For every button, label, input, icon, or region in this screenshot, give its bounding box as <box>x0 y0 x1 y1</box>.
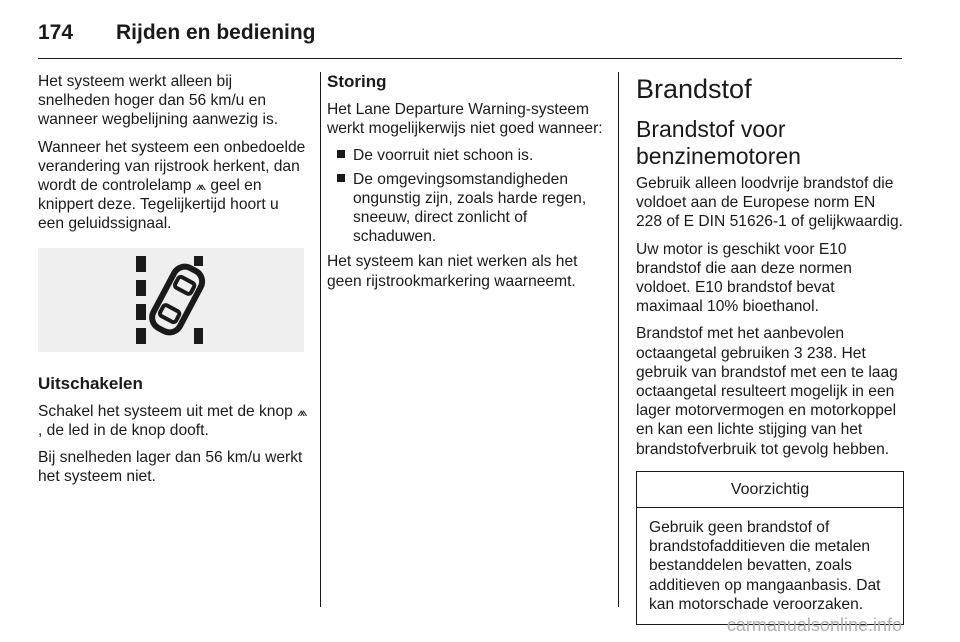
column-2 <box>327 72 607 299</box>
bullet-icon <box>337 150 345 158</box>
text-span: . Het gebruik van brandstof met een te laag octaangetal resulteert mogelijk in een lager motorvermogen en motorkoppel en kan een lichte stijging van het brandstofverbruik tot gevolg hebben. <box>636 344 898 458</box>
bullet-list <box>327 146 607 246</box>
paragraph <box>38 402 308 440</box>
paragraph: Bij snelheden lager dan 56 km/u werkt het systeem niet. <box>38 449 303 486</box>
text-span: geel en knippert deze. Tegelijkertijd hoort u een geluidssignaal. <box>38 177 279 233</box>
lane-warning-symbol-icon: ⩕ <box>195 178 207 194</box>
page-number: 174 <box>38 21 74 44</box>
heading-storing: Storing <box>327 72 387 91</box>
caution-title: Voorzichtig <box>637 472 903 508</box>
page-reference-link[interactable]: 3 238 <box>793 344 833 362</box>
section-title: Brandstof <box>636 74 752 104</box>
list-item-text: De voorruit niet schoon is. <box>353 147 534 165</box>
text-span: Schakel het systeem uit met de knop <box>38 402 293 420</box>
column-1 <box>38 72 308 494</box>
running-title: Rijden en bediening <box>116 21 316 44</box>
text-span: , de led in de knop dooft. <box>38 421 209 439</box>
column-divider-2 <box>618 72 619 607</box>
paragraph: Het systeem kan niet werken als het geen rijstrookmarkering waarneemt. <box>327 253 578 290</box>
lane-departure-figure <box>38 248 304 352</box>
column-3 <box>636 72 904 625</box>
header-rule <box>38 58 902 59</box>
text-span: Wanneer het systeem een onbedoelde verandering van rijstrook herkent, dan wordt de controlelamp <box>38 138 306 195</box>
paragraph: Het Lane Departure Warning-systeem werkt mogelijkerwijs niet goed wanneer: <box>327 101 603 138</box>
caution-box <box>636 471 904 625</box>
paragraph <box>38 138 308 234</box>
heading-uitschakelen: Uitschakelen <box>38 373 143 393</box>
lane-departure-icon <box>38 248 304 352</box>
bullet-icon <box>337 174 345 182</box>
paragraph: Uw motor is geschikt voor E10 brandstof die aan deze normen voldoet. E10 brandstof bevat maximaal 10% bioethanol. <box>636 240 852 316</box>
paragraph: Gebruik alleen loodvrije brandstof die voldoet aan de Europese norm EN 228 of E DIN 51626-1 of gelijkwaardig. <box>636 175 903 231</box>
list-item <box>327 170 607 247</box>
list-item-text: De omgevingsomstandigheden ongunstig zijn, zoals harde regen, sneeuw, direct zonlicht of schaduwen. <box>353 170 587 246</box>
list-item <box>327 146 607 165</box>
paragraph: Het systeem werkt alleen bij snelheden hoger dan 56 km/u en wanneer wegbelijning aanwezig is. <box>38 73 279 129</box>
column-divider-1 <box>320 72 321 607</box>
caution-body: Gebruik geen brandstof of brandstofadditieven die metalen bestanddelen bevatten, zoals additieven op mangaanbasis. Dat kan motorschade veroorzaken. <box>649 519 881 613</box>
lane-button-symbol-icon: ⩕ <box>297 403 308 419</box>
page-header <box>38 18 316 48</box>
subsection-title: Brandstof voor benzinemotoren <box>636 116 801 169</box>
paragraph <box>636 324 904 458</box>
watermark: carmanualsonline.info <box>726 615 902 635</box>
text-span: Brandstof met het aanbevolen octaangetal gebruiken <box>636 325 845 362</box>
